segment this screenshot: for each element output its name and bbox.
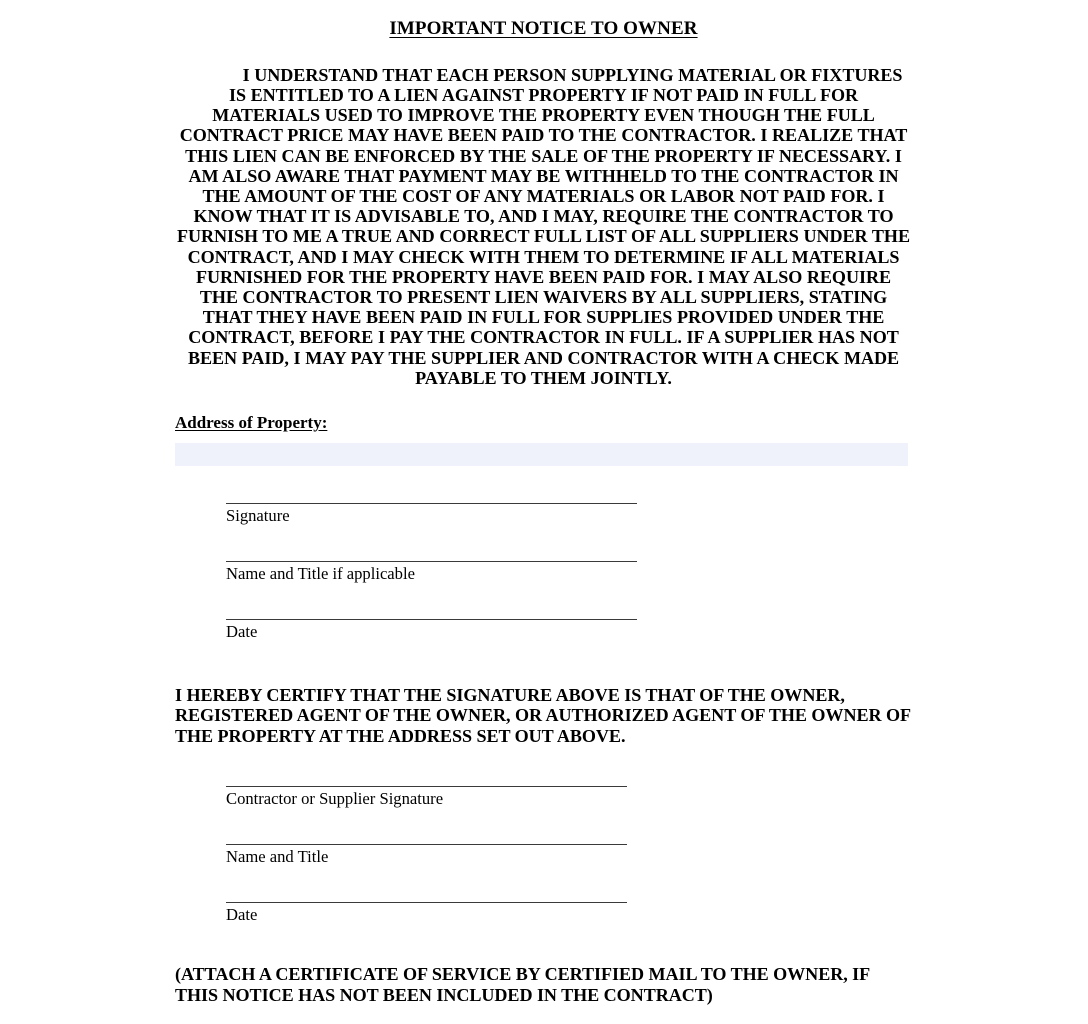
owner-name-title-caption: Name and Title if applicable	[226, 564, 415, 584]
owner-date-row	[226, 619, 637, 641]
address-of-property-section	[175, 388, 912, 466]
notice-paragraph-text: I UNDERSTAND THAT EACH PERSON SUPPLYING MATERIAL OR FIXTURES IS ENTITLED TO A LIEN AGAINST PROPERTY IF NOT PAID IN FULL FOR MATERIALS USED TO IMPROVE THE PROPERTY EVEN THOUGH THE FULL CONTRACT PRICE MAY HAVE BEEN PAID TO THE CONTRACTOR. I REALIZE THAT THIS LIEN CAN BE ENFORCED BY THE SALE OF THE PROPERTY IF NECESSARY. I AM ALSO AWARE THAT PAYMENT MAY BE WITHHELD TO THE CONTRACTOR IN THE AMOUNT OF THE COST OF ANY MATERIALS OR LABOR NOT PAID FOR. I KNOW THAT IT IS ADVISABLE TO, AND I MAY, REQUIRE THE CONTRACTOR TO FURNISH TO ME A TRUE AND CORRECT FULL LIST OF ALL SUPPLIERS UNDER THE CONTRACT, AND I MAY CHECK WITH THEM TO DETERMINE IF ALL MATERIALS FURNISHED FOR THE PROPERTY HAVE BEEN PAID FOR. I MAY ALSO REQUIRE THE CONTRACTOR TO PRESENT LIEN WAIVERS BY ALL SUPPLIERS, STATING THAT THEY HAVE BEEN PAID IN FULL FOR SUPPLIES PROVIDED UNDER THE CONTRACT, BEFORE I PAY THE CONTRACTOR IN FULL. IF A SUPPLIER HAS NOT BEEN PAID, I MAY PAY THE SUPPLIER AND CONTRACTOR WITH A CHECK MADE PAYABLE TO THEM JOINTLY.	[177, 64, 910, 388]
contractor-signature-row	[226, 786, 627, 808]
owner-signature-caption: Signature	[226, 506, 290, 526]
contractor-signature-caption: Contractor or Supplier Signature	[226, 789, 444, 809]
contractor-signature-block	[175, 746, 912, 924]
contractor-date-row	[226, 902, 627, 924]
address-of-property-label: Address of Property:	[175, 413, 328, 433]
contractor-name-title-row	[226, 844, 627, 866]
footer-note-paragraph: (ATTACH A CERTIFICATE OF SERVICE BY CERTIFIED MAIL TO THE OWNER, IF THIS NOTICE HAS NOT BEEN INCLUDED IN THE CONTRACT)	[175, 964, 870, 1005]
certification-paragraph: I HEREBY CERTIFY THAT THE SIGNATURE ABOVE IS THAT OF THE OWNER, REGISTERED AGENT OF THE OWNER, OR AUTHORIZED AGENT OF THE OWNER OF THE PROPERTY AT THE ADDRESS SET OUT ABOVE.	[175, 685, 911, 746]
address-of-property-input[interactable]	[175, 443, 908, 466]
notice-paragraph	[175, 41, 912, 388]
owner-signature-row	[226, 503, 637, 525]
document-content	[175, 0, 912, 1005]
contractor-date-caption: Date	[226, 905, 258, 925]
page-title-text: IMPORTANT NOTICE TO OWNER	[389, 18, 698, 39]
page-title	[175, 0, 912, 41]
contractor-name-title-caption: Name and Title	[226, 847, 329, 867]
owner-name-title-row	[226, 561, 637, 583]
owner-signature-block	[175, 466, 912, 641]
owner-date-caption: Date	[226, 622, 258, 642]
